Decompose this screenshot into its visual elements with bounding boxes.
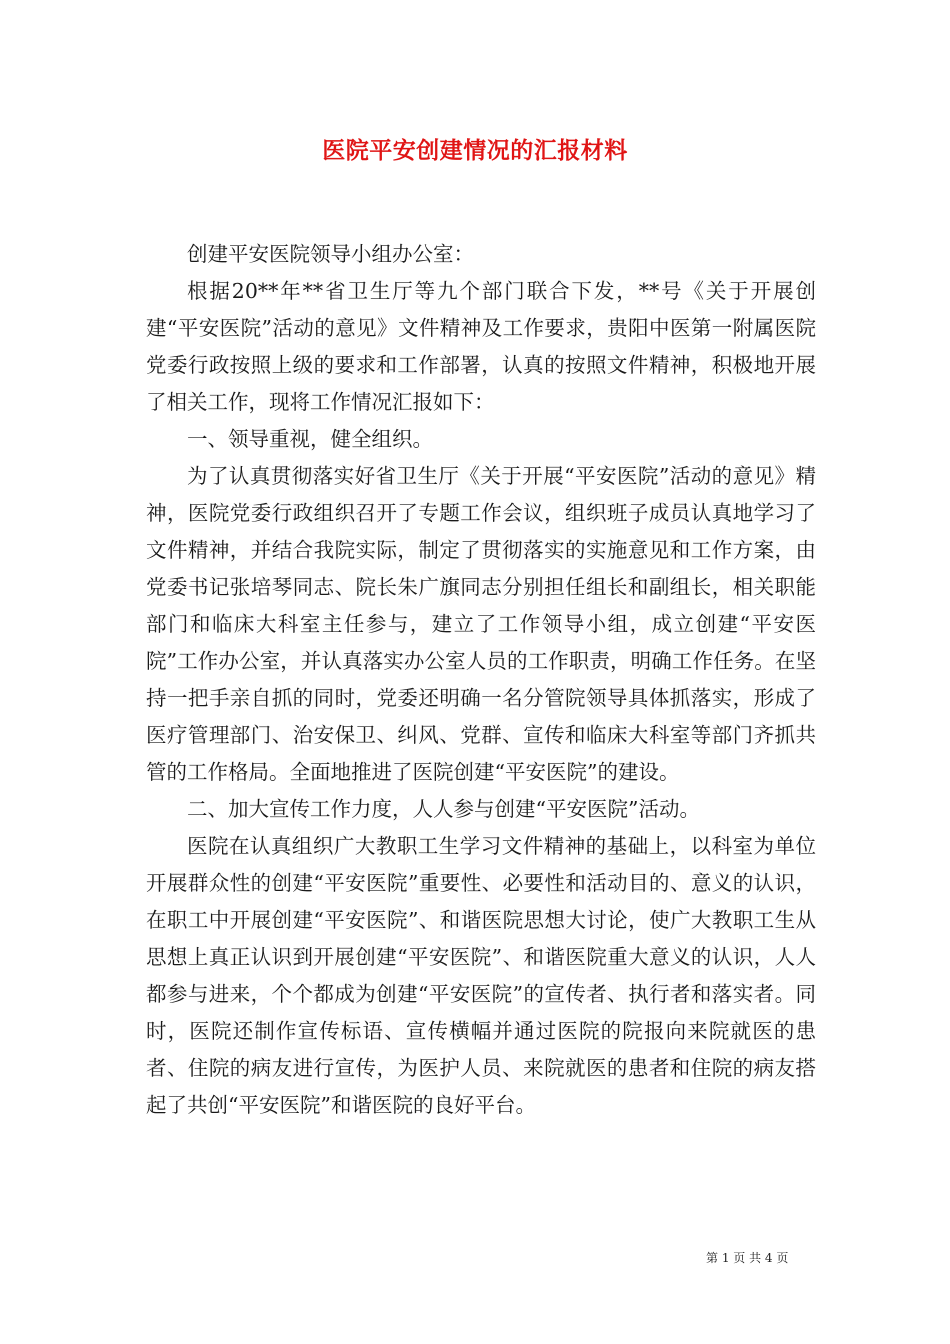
- page-number-footer: 第 1 页 共 4 页: [706, 1251, 789, 1265]
- section-heading-1: 一、领导重视，健全组织。: [187, 427, 433, 451]
- document-title: 医院平安创建情况的汇报材料: [322, 137, 628, 164]
- intro-paragraph: 根据20**年**省卫生厅等九个部门联合下发，**号《关于开展创建“平安医院”活动的意见》文件精神及工作要求，贵阳中医第一附属医院党委行政按照上级的要求和工作部署，认真的按照文件精神，积极地开展了相关工作，现将工作情况汇报如下：: [146, 279, 816, 414]
- section-2-paragraph: 医院在认真组织广大教职工生学习文件精神的基础上，以科室为单位开展群众性的创建“平安医院”重要性、必要性和活动目的、意义的认识，在职工中开展创建“平安医院”、和谐医院思想大讨论，使广大教职工生从思想上真正认识到开展创建“平安医院”、和谐医院重大意义的认识，人人都参与进来，个个都成为创建“平安医院”的宣传者、执行者和落实者。同时，医院还制作宣传标语、宣传横幅并通过医院的院报向来院就医的患者、住院的病友进行宣传，为医护人员、来院就医的患者和住院的病友搭起了共创“平安医院”和谐医院的良好平台。: [146, 834, 816, 1117]
- section-heading-2: 二、加大宣传工作力度，人人参与创建“平安医院”活动。: [187, 797, 700, 821]
- salutation-paragraph: 创建平安医院领导小组办公室：: [187, 242, 474, 266]
- document-body: [146, 236, 816, 1124]
- section-1-paragraph: 为了认真贯彻落实好省卫生厅《关于开展“平安医院”活动的意见》精神，医院党委行政组织召开了专题工作会议，组织班子成员认真地学习了文件精神，并结合我院实际，制定了贯彻落实的实施意见和工作方案，由党委书记张培琴同志、院长朱广旗同志分别担任组长和副组长，相关职能部门和临床大科室主任参与，建立了工作领导小组，成立创建“平安医院”工作办公室，并认真落实办公室人员的工作职责，明确工作任务。在坚持一把手亲自抓的同时，党委还明确一名分管院领导具体抓落实，形成了医疗管理部门、治安保卫、纠风、党群、宣传和临床大科室等部门齐抓共管的工作格局。全面地推进了医院创建“平安医院”的建设。: [146, 464, 816, 784]
